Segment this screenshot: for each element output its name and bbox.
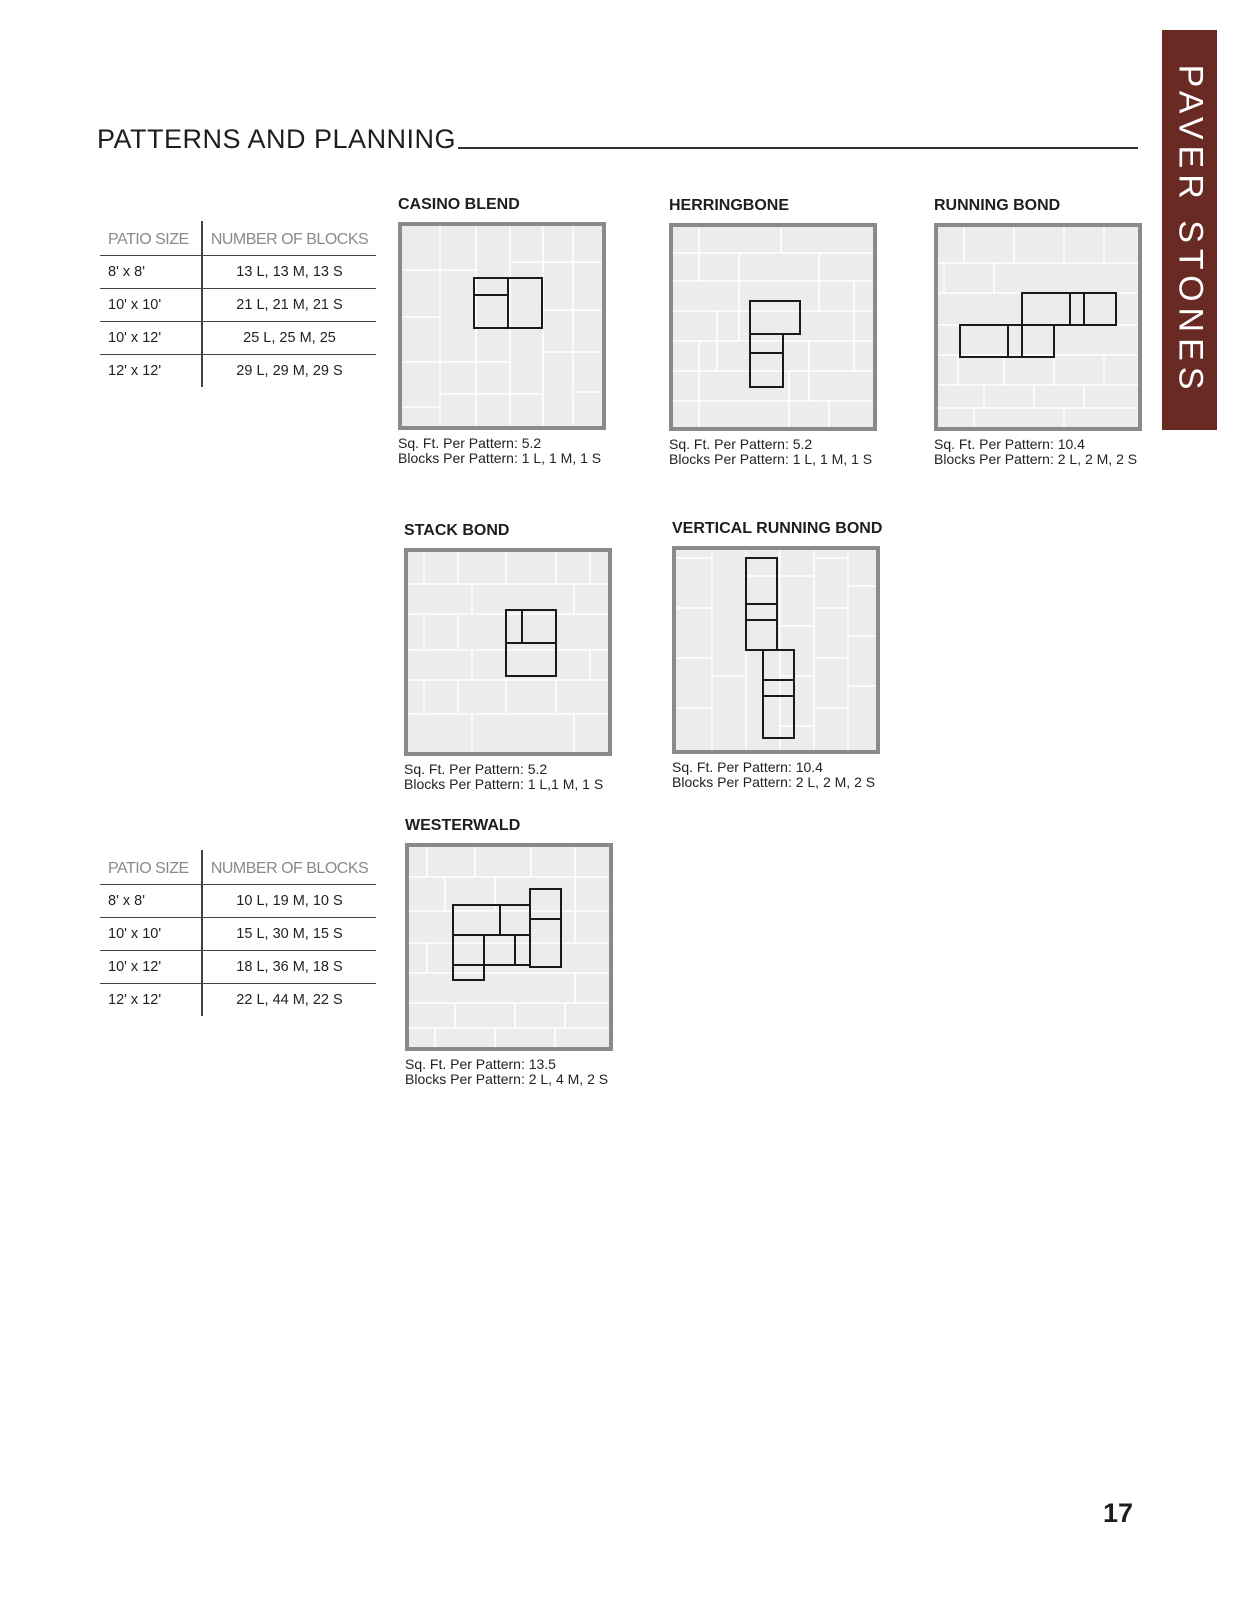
patio-size-table-2 [100,850,376,1016]
pattern-meta [934,437,1137,467]
section-tab-label: PAVER STONES [1171,64,1209,396]
header-number-of-blocks: NUMBER OF BLOCKS [210,231,369,248]
pattern-sqft: Sq. Ft. Per Pattern: 10.4 [934,436,1085,452]
patio-size-cell: 10' x 12' [108,330,162,346]
pattern-meta [405,1057,608,1087]
pattern-meta [398,436,601,466]
pattern-name: WESTERWALD [405,817,521,834]
blocks-cell: 29 L, 29 M, 29 S [236,363,343,379]
herringbone-diagram [669,223,877,431]
pattern-sqft: Sq. Ft. Per Pattern: 13.5 [405,1056,556,1072]
header-patio-size: PATIO SIZE [108,860,189,877]
table-header-row [100,221,376,256]
casino-blend-diagram [398,222,606,430]
vertical-running-bond-diagram [672,546,880,754]
header-number-of-blocks: NUMBER OF BLOCKS [210,860,369,877]
pattern-name: HERRINGBONE [669,197,790,214]
table-row [100,256,376,289]
pattern-sqft: Sq. Ft. Per Pattern: 5.2 [404,761,548,777]
table-row [100,289,376,322]
blocks-cell: 10 L, 19 M, 10 S [236,893,343,909]
blocks-cell: 22 L, 44 M, 22 S [236,992,343,1008]
patio-size-cell: 8' x 8' [108,893,145,909]
table-row [100,885,376,918]
stack-bond-diagram [404,548,612,756]
blocks-cell: 13 L, 13 M, 13 S [236,264,343,280]
pattern-blocks: Blocks Per Pattern: 2 L, 4 M, 2 S [405,1071,609,1087]
patio-size-cell: 12' x 12' [108,363,162,379]
title-rule [458,147,1138,149]
pattern-blocks: Blocks Per Pattern: 1 L, 1 M, 1 S [398,450,602,466]
pattern-meta [669,437,872,467]
pattern-name: STACK BOND [404,522,510,539]
pattern-meta [404,762,603,792]
header-patio-size: PATIO SIZE [108,231,189,248]
westerwald-diagram [405,843,613,1051]
patio-size-cell: 10' x 10' [108,926,162,942]
section-tab [1162,30,1217,430]
page-title: PATTERNS AND PLANNING [97,124,457,154]
pattern-name: VERTICAL RUNNING BOND [672,520,883,537]
table-row [100,322,376,355]
pattern-sqft: Sq. Ft. Per Pattern: 5.2 [669,436,813,452]
running-bond-diagram [934,223,1142,431]
table-row [100,918,376,951]
table-row [100,355,376,387]
table-row [100,951,376,984]
pattern-meta [672,760,875,790]
patio-size-cell: 12' x 12' [108,992,162,1008]
table-row [100,984,376,1016]
pattern-blocks: Blocks Per Pattern: 1 L,1 M, 1 S [404,776,604,792]
table-header-row [100,850,376,885]
blocks-cell: 18 L, 36 M, 18 S [236,959,343,975]
pattern-sqft: Sq. Ft. Per Pattern: 10.4 [672,759,823,775]
blocks-cell: 15 L, 30 M, 15 S [236,926,343,942]
patio-size-cell: 10' x 12' [108,959,162,975]
patio-size-table-1 [100,221,376,387]
blocks-cell: 25 L, 25 M, 25 [243,330,336,346]
page-number: 17 [1103,1498,1134,1528]
patio-size-cell: 10' x 10' [108,297,162,313]
pattern-blocks: Blocks Per Pattern: 2 L, 2 M, 2 S [934,451,1138,467]
pattern-sqft: Sq. Ft. Per Pattern: 5.2 [398,435,542,451]
pattern-blocks: Blocks Per Pattern: 1 L, 1 M, 1 S [669,451,873,467]
pattern-name: CASINO BLEND [398,196,520,213]
patio-size-cell: 8' x 8' [108,264,145,280]
blocks-cell: 21 L, 21 M, 21 S [236,297,343,313]
pattern-blocks: Blocks Per Pattern: 2 L, 2 M, 2 S [672,774,876,790]
pattern-name: RUNNING BOND [934,197,1061,214]
